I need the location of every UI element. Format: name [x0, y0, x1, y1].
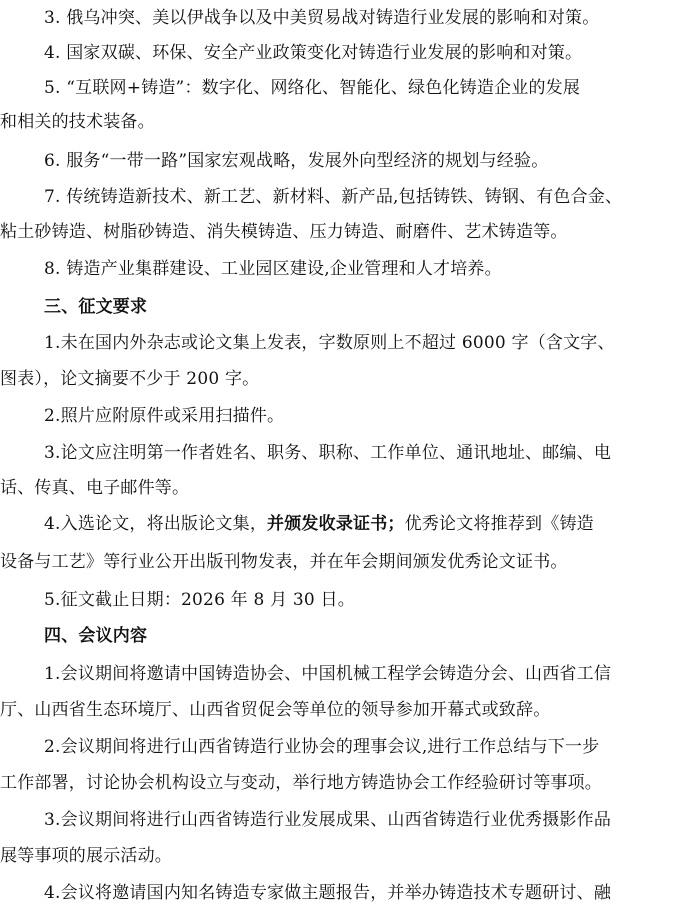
requirement-4-line-2: 设备与工艺》等行业公开出版刊物发表，并在年会期间颁发优秀论文证书。: [0, 552, 568, 572]
section-4-heading: 四、会议内容: [44, 626, 148, 646]
meeting-item-2-line-1: 2.会议期间将进行山西省铸造行业协会的理事会议,进行工作总结与下一步: [44, 737, 600, 757]
meeting-item-1-line-1: 1.会议期间将邀请中国铸造协会、中国机械工程学会铸造分会、山西省工信: [44, 664, 612, 684]
topic-item-5-line-1: 5. “互联网+铸造”：数字化、网络化、智能化、绿色化铸造企业的发展: [44, 78, 581, 98]
requirement-3-line-2: 话、传真、电子邮件等。: [0, 478, 190, 498]
topic-item-6: 6. 服务“一带一路”国家宏观战略，发展外向型经济的规划与经验。: [44, 151, 549, 171]
requirement-4-line-1: [0, 508, 673, 540]
requirement-4-text-c: 优秀论文将推荐到《铸造: [404, 514, 594, 534]
topic-item-5-line-2: 和相关的技术装备。: [0, 112, 155, 132]
requirement-1-line-2: 图表），论文摘要不少于 200 字。: [0, 369, 260, 389]
requirement-2: 2.照片应附原件或采用扫描件。: [44, 406, 285, 426]
meeting-item-3-line-1: 3.会议期间将进行山西省铸造行业发展成果、山西省铸造行业优秀摄影作品: [44, 810, 612, 830]
topic-item-8: 8. 铸造产业集群建设、工业园区建设,企业管理和人才培养。: [44, 259, 502, 279]
requirement-5-deadline: 5.征文截止日期：2026 年 8 月 30 日。: [44, 590, 355, 610]
requirement-1-line-1: 1.未在国内外杂志或论文集上发表，字数原则上不超过 6000 字（含文字、: [44, 333, 615, 353]
meeting-item-4-line-1: 4.会议将邀请国内知名铸造专家做主题报告，并举办铸造技术专题研讨、融: [44, 883, 612, 903]
requirement-3-line-1: 3.论文应注明第一作者姓名、职务、职称、工作单位、通讯地址、邮编、电: [44, 443, 612, 463]
topic-item-7-line-2: 粘土砂铸造、树脂砂铸造、消失模铸造、压力铸造、耐磨件、艺术铸造等。: [0, 222, 568, 242]
meeting-item-3-line-2: 展等事项的展示活动。: [0, 846, 172, 866]
meeting-item-2-line-2: 工作部署，讨论协会机构设立与变动，举行地方铸造协会工作经验研讨等事项。: [0, 773, 602, 793]
requirement-4-text-a: 4.入选论文，将出版论文集，: [44, 514, 268, 534]
topic-item-3: 3. 俄乌冲突、美以伊战争以及中美贸易战对铸造行业发展的影响和对策。: [44, 8, 600, 28]
topic-item-4: 4. 国家双碳、环保、安全产业政策变化对铸造行业发展的影响和对策。: [44, 43, 583, 63]
topic-item-7-line-1: 7. 传统铸造新技术、新工艺、新材料、新产品,包括铸铁、铸钢、有色合金、: [44, 187, 623, 207]
section-3-heading: 三、征文要求: [44, 297, 148, 317]
requirement-4-certificate-emphasis: 并颁发收录证书；: [267, 514, 405, 534]
meeting-item-1-line-2: 厅、山西省生态环境厅、山西省贸促会等单位的领导参加开幕式或致辞。: [0, 700, 551, 720]
